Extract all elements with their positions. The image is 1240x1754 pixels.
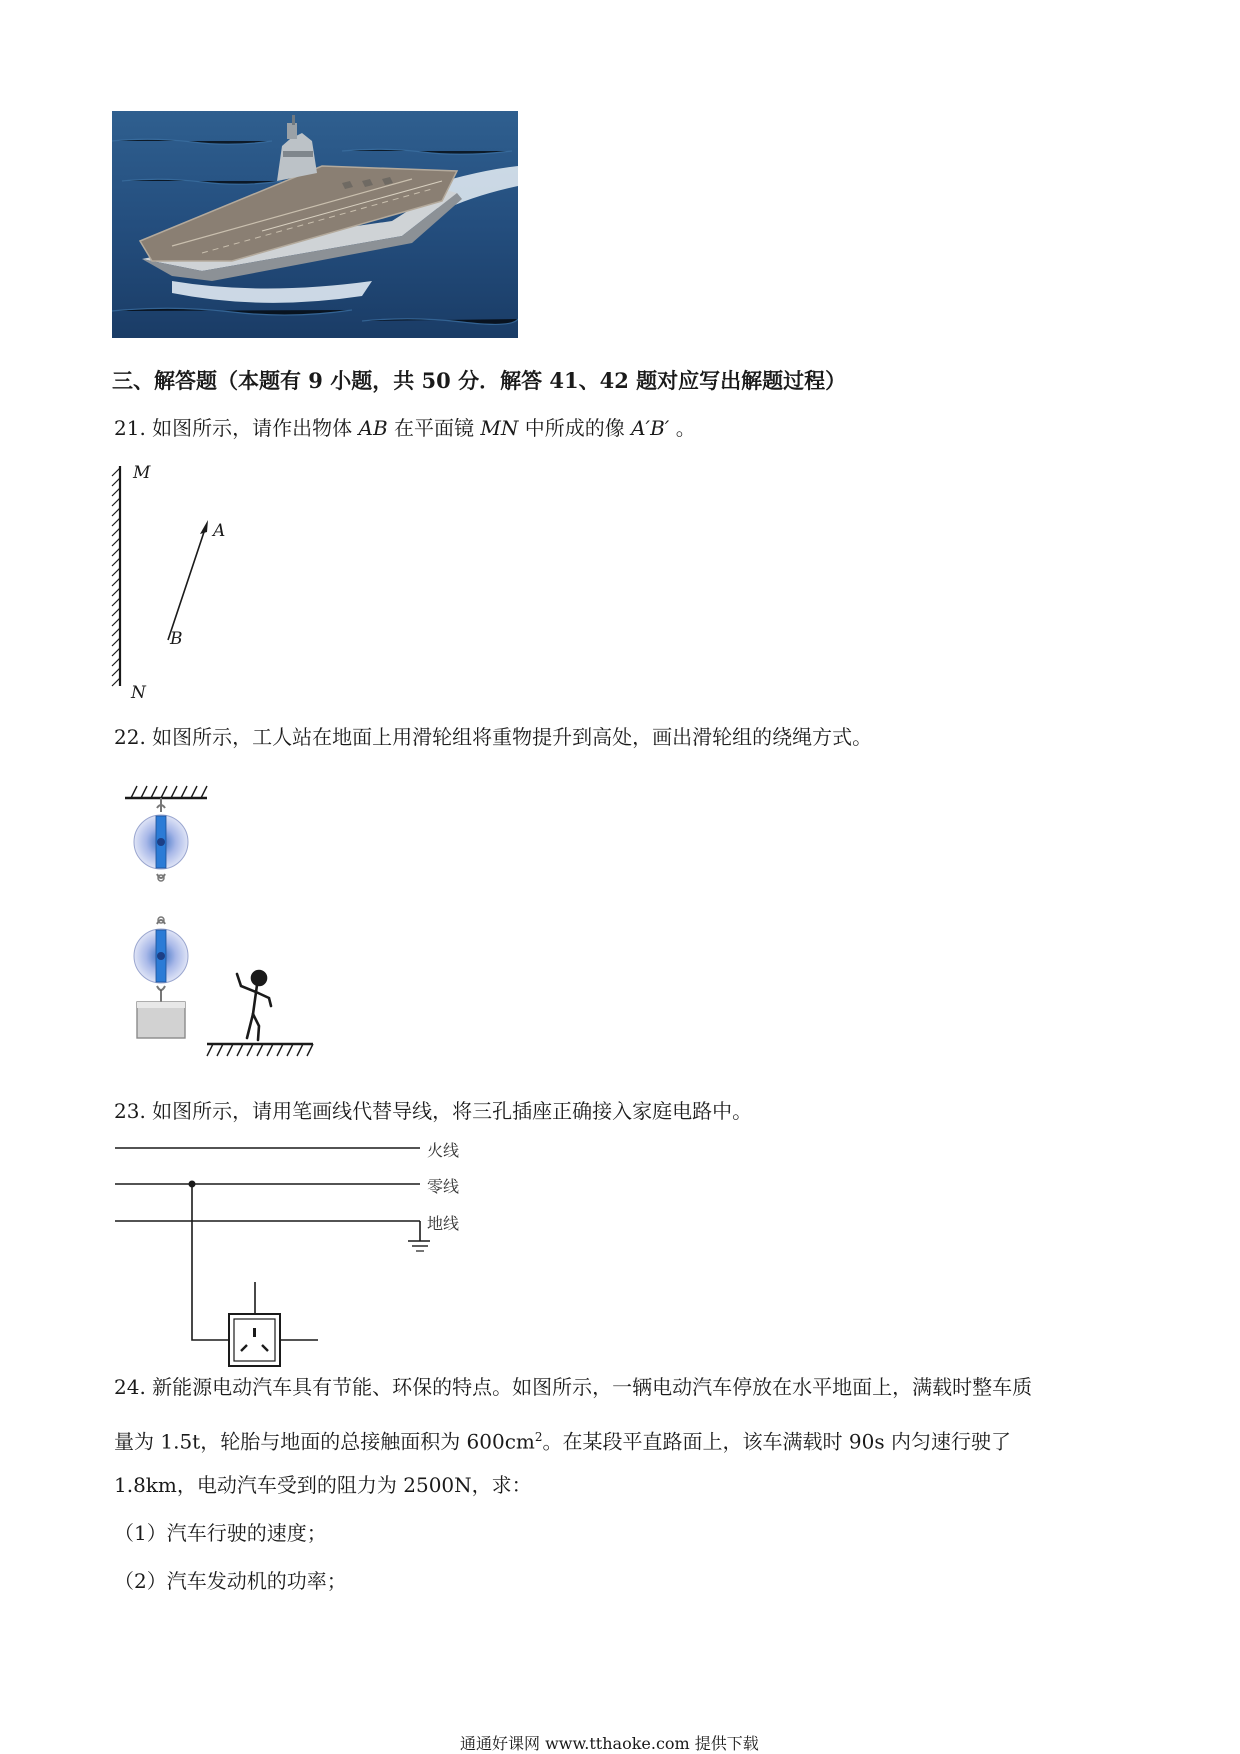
question-text: 量为 1.5t，轮胎与地面的总接触面积为 600cm <box>114 1429 535 1454</box>
object-label: AB <box>358 416 388 440</box>
question-24-line-3: 1.8km，电动汽车受到的阻力为 2500N，求： <box>114 1473 532 1497</box>
question-text: 。 <box>675 416 696 440</box>
label-b: B <box>170 629 183 649</box>
pulley-diagram <box>115 782 325 1067</box>
question-text: 中所成的像 <box>524 416 625 440</box>
ground-wire-label: 地线 <box>427 1214 460 1233</box>
question-24-line-2 <box>114 1423 1011 1456</box>
question-text: 如图所示，工人站在地面上用滑轮组将重物提升到高处，画出滑轮组的绕绳方式。 <box>152 725 873 749</box>
question-number: 21. <box>114 416 146 440</box>
question-number: 24. <box>114 1375 146 1399</box>
mirror-hatching <box>112 468 120 686</box>
aircraft-carrier-photo <box>112 111 518 338</box>
question-24-line-1 <box>114 1373 1032 1401</box>
mirror-diagram <box>108 458 258 708</box>
circuit-diagram <box>110 1140 430 1372</box>
question-21 <box>114 414 696 442</box>
superscript: 2 <box>534 1430 543 1444</box>
image-label: A′B′ <box>631 416 670 440</box>
question-24-sub-2: （2）汽车发动机的功率； <box>114 1569 347 1593</box>
label-n: N <box>131 683 146 703</box>
footer-source: 通通好课网 www.tthaoke.com 提供下载 <box>460 1734 759 1753</box>
arrow-head <box>200 520 208 534</box>
label-m: M <box>133 463 151 483</box>
section-heading: 三、解答题（本题有 9 小题，共 50 分．解答 41、42 题对应写出解题过程） <box>112 368 847 393</box>
object-arrow <box>168 526 206 640</box>
socket-hole-top <box>253 1328 256 1337</box>
label-a: A <box>213 521 226 541</box>
live-wire-label: 火线 <box>427 1141 460 1160</box>
ground-hatching <box>207 1044 313 1056</box>
question-text: 如图所示，请作出物体 <box>152 416 353 440</box>
question-text: 如图所示，请用笔画线代替导线，将三孔插座正确接入家庭电路中。 <box>152 1099 753 1123</box>
ceiling-hatching <box>131 786 207 798</box>
worker-figure <box>237 971 271 1040</box>
question-text: 新能源电动汽车具有节能、环保的特点。如图所示，一辆电动汽车停放在水平地面上，满载时整车质 <box>152 1375 1033 1399</box>
question-23 <box>114 1097 752 1125</box>
question-22 <box>114 723 872 751</box>
question-number: 23. <box>114 1099 146 1123</box>
neutral-wire-label: 零线 <box>427 1177 460 1196</box>
three-hole-socket <box>229 1314 280 1366</box>
question-24-sub-1: （1）汽车行驶的速度； <box>114 1521 327 1545</box>
question-number: 22. <box>114 725 146 749</box>
socket-lead-left <box>192 1184 230 1340</box>
question-text: 。在某段平直路面上，该车满载时 90s 内匀速行驶了 <box>542 1429 1011 1454</box>
mirror-label: MN <box>480 416 519 440</box>
question-text: 在平面镜 <box>394 416 475 440</box>
